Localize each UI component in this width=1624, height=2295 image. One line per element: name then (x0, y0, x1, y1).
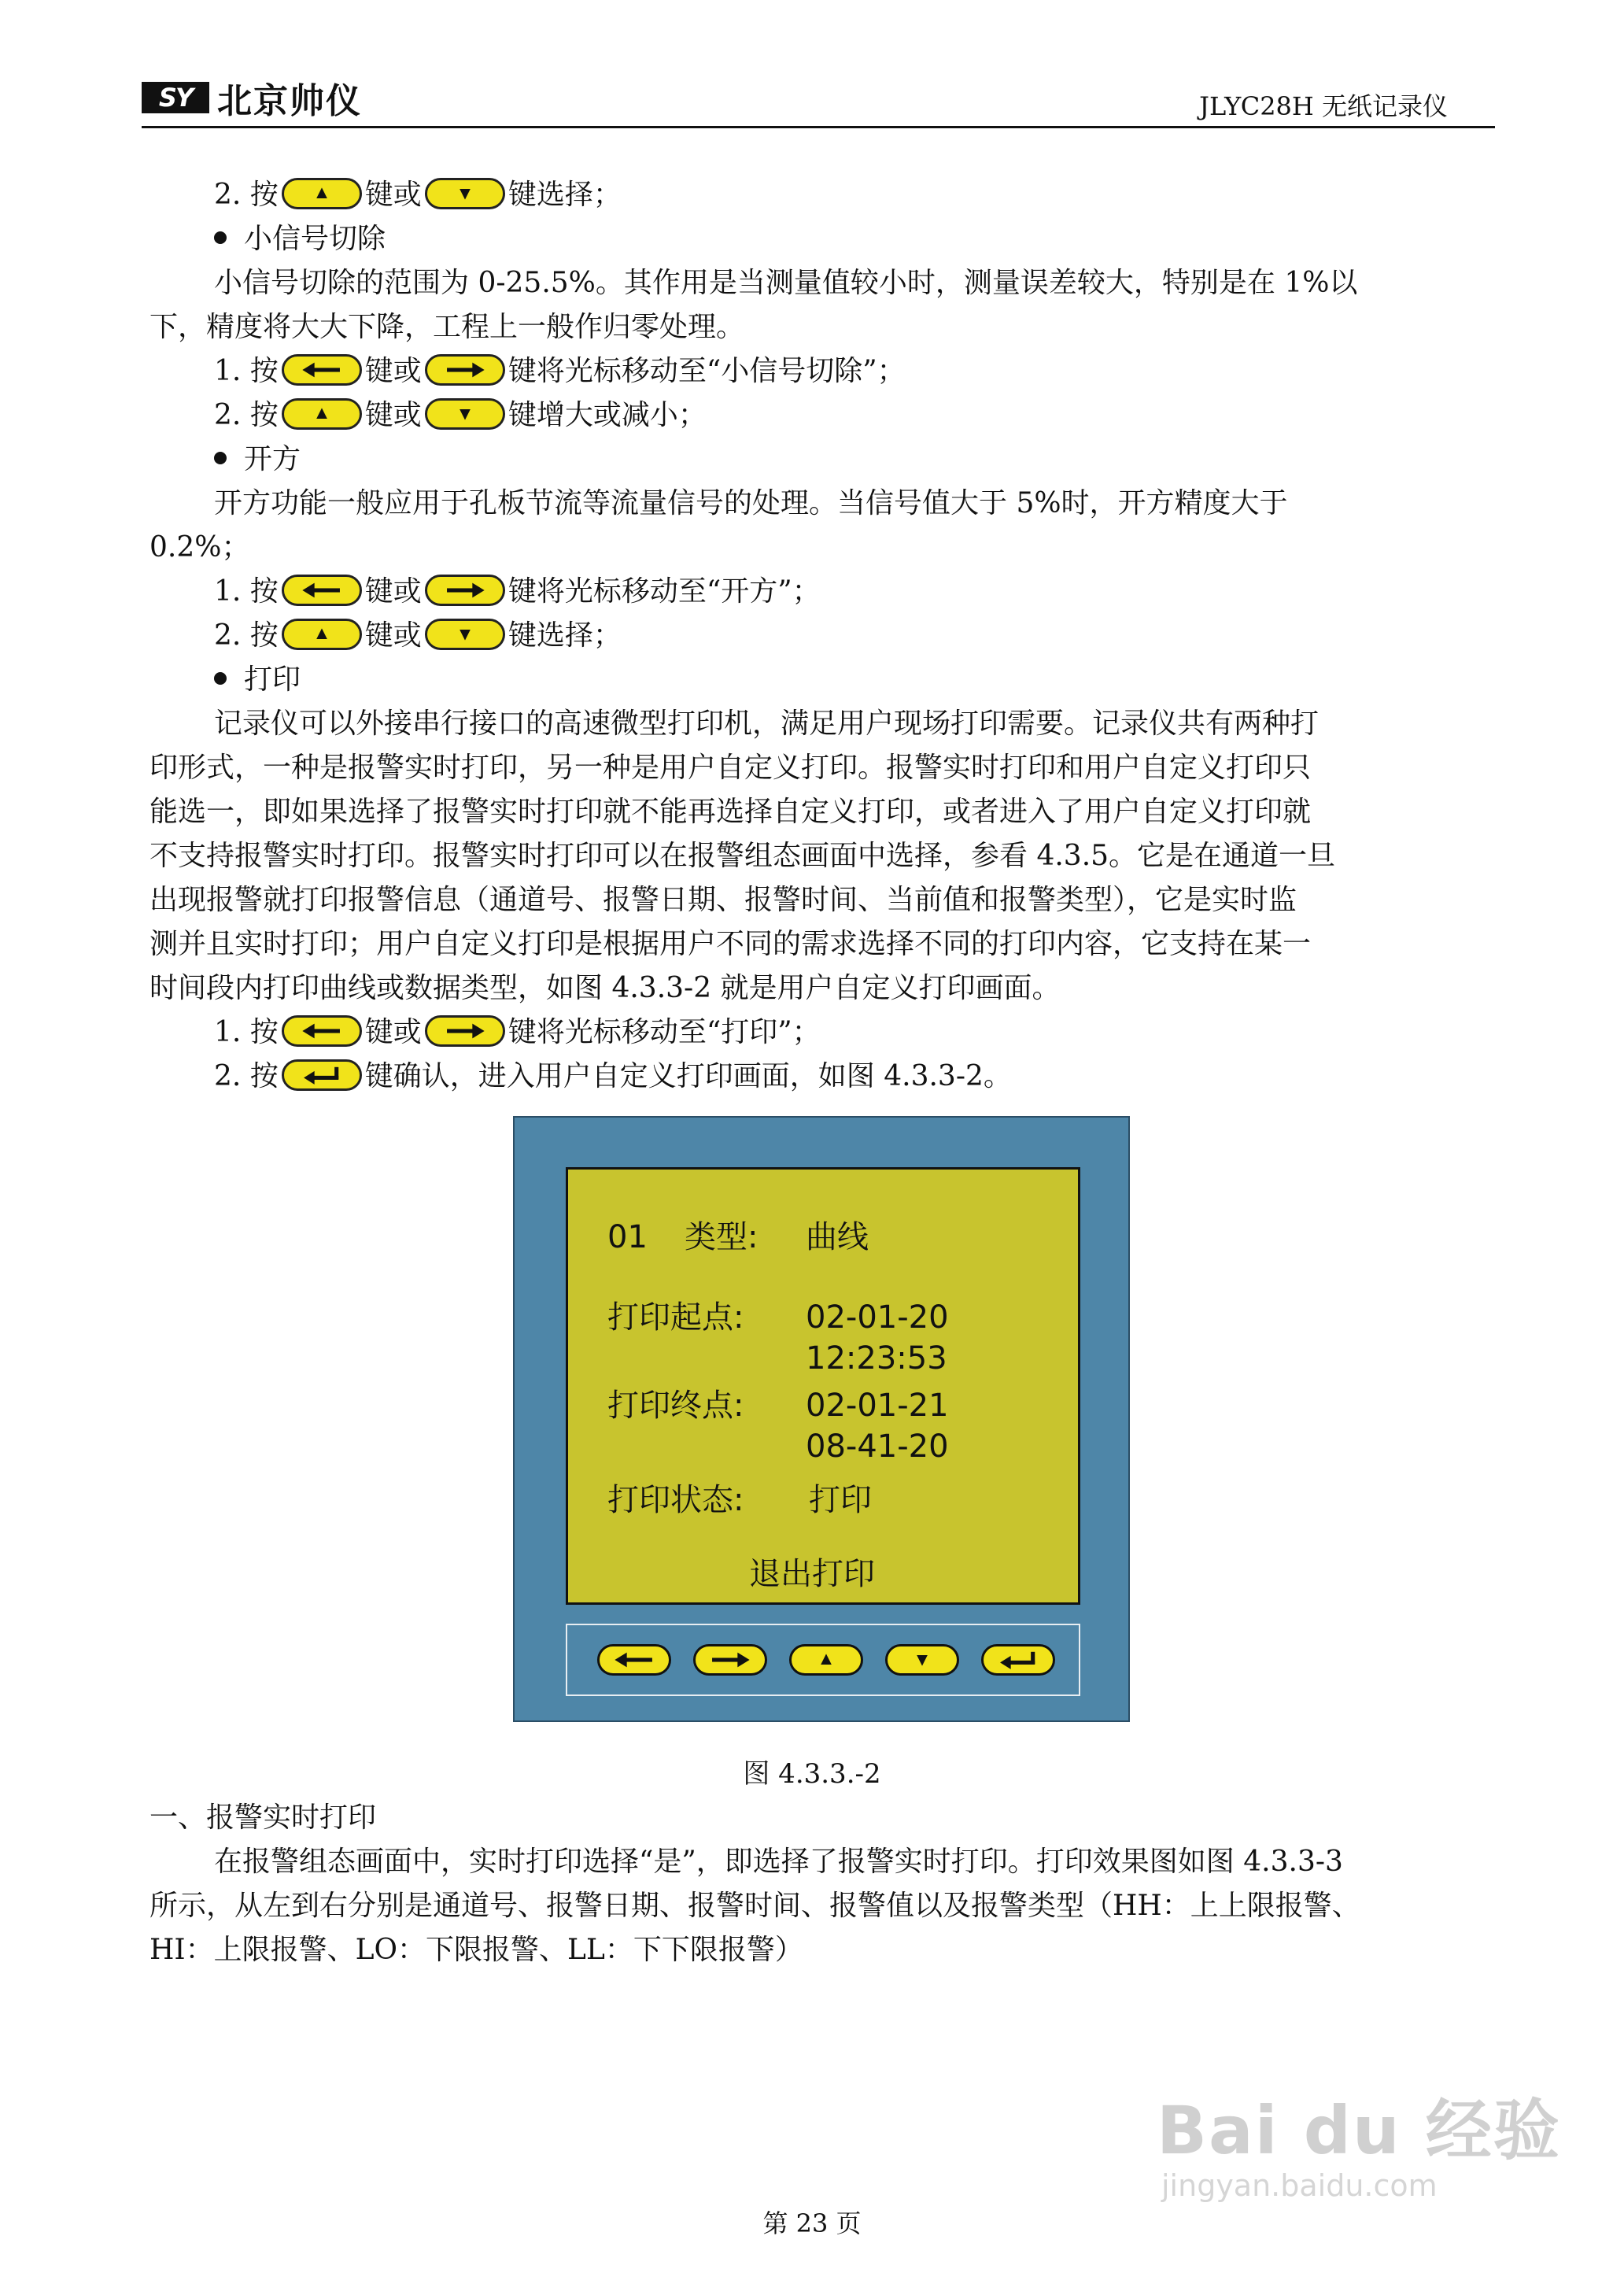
step-line: 1. 按 键或 键将光标移动至“小信号切除”； (214, 355, 906, 387)
company-logo (142, 72, 362, 123)
paragraph-line: 在报警组态画面中，实时打印选择“是”，即选择了报警实时打印。打印效果图如图 4.3.3-3 (214, 1846, 1343, 1878)
up-arrow-key-icon (282, 619, 362, 650)
bullet-heading: 开方 (214, 441, 301, 479)
logo-mark: SY (142, 82, 209, 113)
paragraph-line: 能选一，即如果选择了报警实时打印就不能再选择自定义打印，或者进入了用户自定义打印就 (149, 796, 1312, 828)
paragraph-line: 印形式，一种是报警实时打印，另一种是用户自定义打印。报警实时打印和用户自定义打印只 (149, 752, 1312, 784)
up-arrow-key-icon (282, 398, 362, 430)
print-status-label: 打印状态: (607, 1482, 744, 1518)
exit-print-option: 退出打印 (749, 1556, 875, 1592)
paragraph-line: 开方功能一般应用于孔板节流等流量信号的处理。当信号值大于 5%时，开方精度大于 (214, 487, 1288, 519)
paragraph-line: 记录仪可以外接串行接口的高速微型打印机，满足用户现场打印需要。记录仪共有两种打 (214, 708, 1320, 740)
right-arrow-key-icon (425, 575, 505, 606)
paragraph-line: 小信号切除的范围为 0-25.5%。其作用是当测量值较小时，测量误差较大，特别是在 1%以 (214, 267, 1358, 299)
type-value: 曲线 (806, 1219, 869, 1255)
step-line: 1. 按 键或 键将光标移动至“开方”； (214, 575, 821, 608)
figure-caption: 图 4.3.3.-2 (743, 1758, 881, 1790)
page-header (142, 69, 1495, 128)
step-line: 2. 按 键或 键选择； (214, 619, 622, 652)
device-screen (566, 1167, 1080, 1605)
step-line: 2. 按 键或 键选择； (214, 179, 622, 211)
watermark-logo: Bai du 经验 (1157, 2092, 1561, 2169)
watermark-url: jingyan.baidu.com (1161, 2168, 1438, 2203)
right-arrow-key-icon (425, 354, 505, 386)
recorder-device-figure (513, 1116, 1130, 1722)
left-arrow-key-icon (282, 575, 362, 606)
bullet-heading: 小信号切除 (214, 220, 386, 258)
right-arrow-key-icon (693, 1644, 767, 1676)
paragraph-line: 不支持报警实时打印。报警实时打印可以在报警组态画面中选择，参看 4.3.5。它是在通道一旦 (149, 840, 1336, 872)
section-title: 一、报警实时打印 (149, 1802, 377, 1834)
print-end-label: 打印终点: (607, 1388, 744, 1424)
print-end-time: 08-41-20 (806, 1428, 949, 1465)
up-arrow-key-icon (282, 178, 362, 209)
left-arrow-key-icon (282, 1015, 362, 1047)
baidu-watermark (1157, 2078, 1561, 2203)
step-line: 2. 按 键或 键增大或减小； (214, 399, 707, 431)
paragraph-line: 出现报警就打印报警信息（通道号、报警日期、报警时间、当前值和报警类型），它是实时监 (149, 884, 1297, 916)
step-line: 1. 按 键或 键将光标移动至“打印”； (214, 1016, 821, 1048)
print-start-time: 12:23:53 (806, 1340, 947, 1377)
step-line: 2. 按 键确认，进入用户自定义打印画面，如图 4.3.3-2。 (214, 1060, 1012, 1092)
paragraph-line: 测并且实时打印；用户自定义打印是根据用户不同的需求选择不同的打印内容，它支持在某一 (149, 928, 1312, 960)
right-arrow-key-icon (425, 1015, 505, 1047)
print-end-date: 02-01-21 (806, 1388, 949, 1424)
left-arrow-key-icon (282, 354, 362, 386)
bullet-heading: 打印 (214, 661, 301, 699)
down-arrow-key-icon (425, 178, 505, 209)
enter-key-icon (282, 1059, 362, 1091)
down-arrow-key-icon (425, 398, 505, 430)
page-number: 第 23 页 (762, 2208, 862, 2238)
print-start-label: 打印起点: (607, 1299, 744, 1336)
logo-text: 北京帅仪 (217, 81, 362, 121)
print-start-date: 02-01-20 (806, 1299, 949, 1336)
paragraph-line: HI：上限报警、LO：下限报警、LL：下下限报警） (149, 1934, 803, 1966)
bullet-icon (214, 672, 227, 685)
paragraph-line: 下，精度将大大下降，工程上一般作归零处理。 (149, 311, 745, 343)
paragraph-line: 所示，从左到右分别是通道号、报警日期、报警时间、报警值以及报警类型（HH：上上限报警、 (149, 1890, 1360, 1922)
type-label: 类型: (685, 1219, 758, 1255)
bullet-icon (214, 452, 227, 464)
channel-number: 01 (607, 1219, 648, 1255)
paragraph-line: 时间段内打印曲线或数据类型，如图 4.3.3-2 就是用户自定义打印画面。 (149, 972, 1061, 1004)
up-arrow-key-icon (789, 1644, 863, 1676)
down-arrow-key-icon (885, 1644, 959, 1676)
document-title: JLYC28H 无纸记录仪 (1199, 91, 1448, 121)
left-arrow-key-icon (597, 1644, 671, 1676)
enter-key-icon (981, 1644, 1055, 1676)
bullet-icon (214, 231, 227, 244)
down-arrow-key-icon (425, 619, 505, 650)
paragraph-line: 0.2%； (149, 531, 250, 564)
device-keypad (566, 1624, 1080, 1696)
print-status-value: 打印 (809, 1482, 872, 1518)
